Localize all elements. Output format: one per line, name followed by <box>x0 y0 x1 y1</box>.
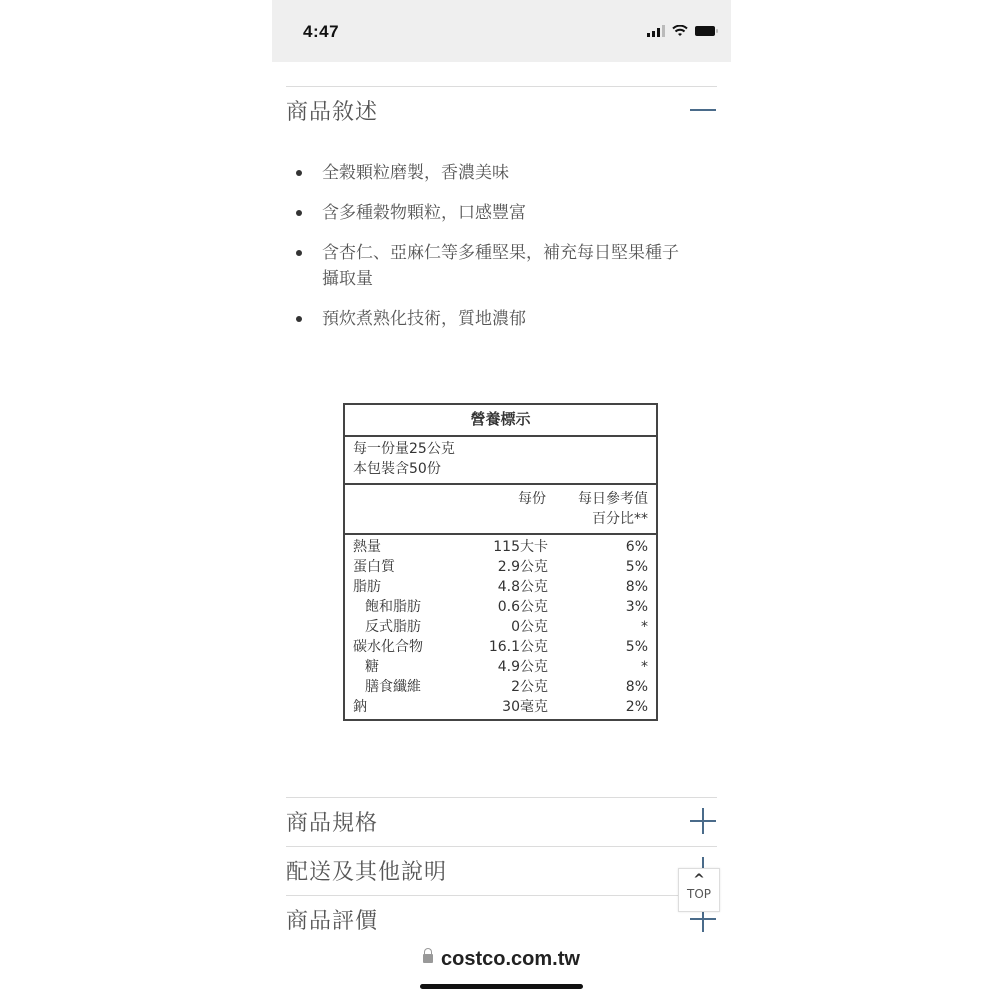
list-item: 含杏仁、亞麻仁等多種堅果，補充每日堅果種子攝取量 <box>292 240 692 292</box>
description-bullet-list <box>292 160 692 346</box>
url-display[interactable] <box>272 948 731 971</box>
nutrient-dv: 8% <box>625 579 648 595</box>
nutrient-amount: 115大卡 <box>493 539 548 555</box>
table-row <box>353 557 648 577</box>
col-daily-value <box>560 489 648 529</box>
nutrient-dv: 8% <box>625 679 648 695</box>
wifi-icon <box>672 25 688 37</box>
nutrient-amount: 2公克 <box>511 679 548 695</box>
nutrient-name: 鈉 <box>353 699 367 715</box>
section-title: 商品規格 <box>286 810 379 836</box>
nutrition-title: 營養標示 <box>345 405 656 437</box>
nutrient-name: 糖 <box>365 659 379 675</box>
col-per-serving: 每份 <box>518 491 546 507</box>
nutrient-amount: 0公克 <box>511 619 548 635</box>
section-shipping-header[interactable] <box>286 846 717 893</box>
table-row <box>353 697 648 717</box>
nutrient-dv: 3% <box>625 599 648 615</box>
nutrition-facts-table <box>343 403 658 721</box>
phone-screen <box>272 0 731 1000</box>
section-title: 商品敘述 <box>286 99 379 125</box>
chevron-up-icon: ^ <box>693 872 705 888</box>
lock-icon <box>423 954 433 963</box>
serving-size: 每一份量25公克 <box>353 441 455 457</box>
col-daily-value-line2: 百分比** <box>592 511 648 527</box>
nutrient-amount: 30毫克 <box>502 699 548 715</box>
nutrient-amount: 4.8公克 <box>497 579 548 595</box>
table-row <box>353 537 648 557</box>
back-to-top-label: TOP <box>686 887 711 901</box>
nutrient-name: 脂肪 <box>353 579 381 595</box>
section-description-header[interactable] <box>286 86 717 133</box>
nutrient-amount: 4.9公克 <box>497 659 548 675</box>
list-item: 全穀顆粒磨製，香濃美味 <box>292 160 692 186</box>
nutrient-dv: * <box>641 619 648 635</box>
nutrition-column-headers <box>345 485 656 535</box>
collapse-minus-icon[interactable] <box>689 96 717 124</box>
table-row <box>353 677 648 697</box>
servings-per-pack: 本包裝含50份 <box>353 461 441 477</box>
section-title: 配送及其他說明 <box>286 859 448 885</box>
table-row <box>353 617 648 637</box>
section-title: 商品評價 <box>286 908 379 934</box>
expand-plus-icon[interactable] <box>689 807 717 835</box>
nutrient-name: 熱量 <box>353 539 381 555</box>
table-row <box>353 597 648 617</box>
status-icons <box>647 24 715 38</box>
nutrient-amount: 0.6公克 <box>497 599 548 615</box>
nutrient-dv: 5% <box>625 639 648 655</box>
battery-icon <box>695 26 715 36</box>
nutrient-name: 膳食纖維 <box>365 679 421 695</box>
col-daily-value-line1: 每日參考值 <box>578 491 648 507</box>
nutrient-name: 反式脂肪 <box>365 619 421 635</box>
cellular-signal-icon <box>647 25 665 37</box>
status-time: 4:47 <box>303 22 340 41</box>
list-item: 含多種穀物顆粒，口感豐富 <box>292 200 692 226</box>
nutrient-name: 蛋白質 <box>353 559 395 575</box>
url-text: costco.com.tw <box>441 948 580 970</box>
table-row <box>353 657 648 677</box>
section-reviews-header[interactable] <box>286 895 717 942</box>
browser-address-bar[interactable] <box>272 940 731 1000</box>
section-specs-header[interactable] <box>286 797 717 844</box>
status-bar <box>272 0 731 62</box>
nutrient-name: 碳水化合物 <box>353 639 423 655</box>
nutrient-amount: 16.1公克 <box>488 639 548 655</box>
back-to-top-button[interactable] <box>678 868 720 912</box>
nutrient-dv: 5% <box>625 559 648 575</box>
nutrition-rows <box>345 535 656 719</box>
table-row <box>353 637 648 657</box>
table-row <box>353 577 648 597</box>
nutrient-amount: 2.9公克 <box>497 559 548 575</box>
nutrient-name: 飽和脂肪 <box>365 599 421 615</box>
list-item: 預炊煮熟化技術，質地濃郁 <box>292 306 692 332</box>
nutrient-dv: 2% <box>625 699 648 715</box>
nutrient-dv: * <box>641 659 648 675</box>
home-indicator[interactable] <box>420 984 583 989</box>
nutrient-dv: 6% <box>625 539 648 555</box>
serving-info <box>345 437 656 485</box>
